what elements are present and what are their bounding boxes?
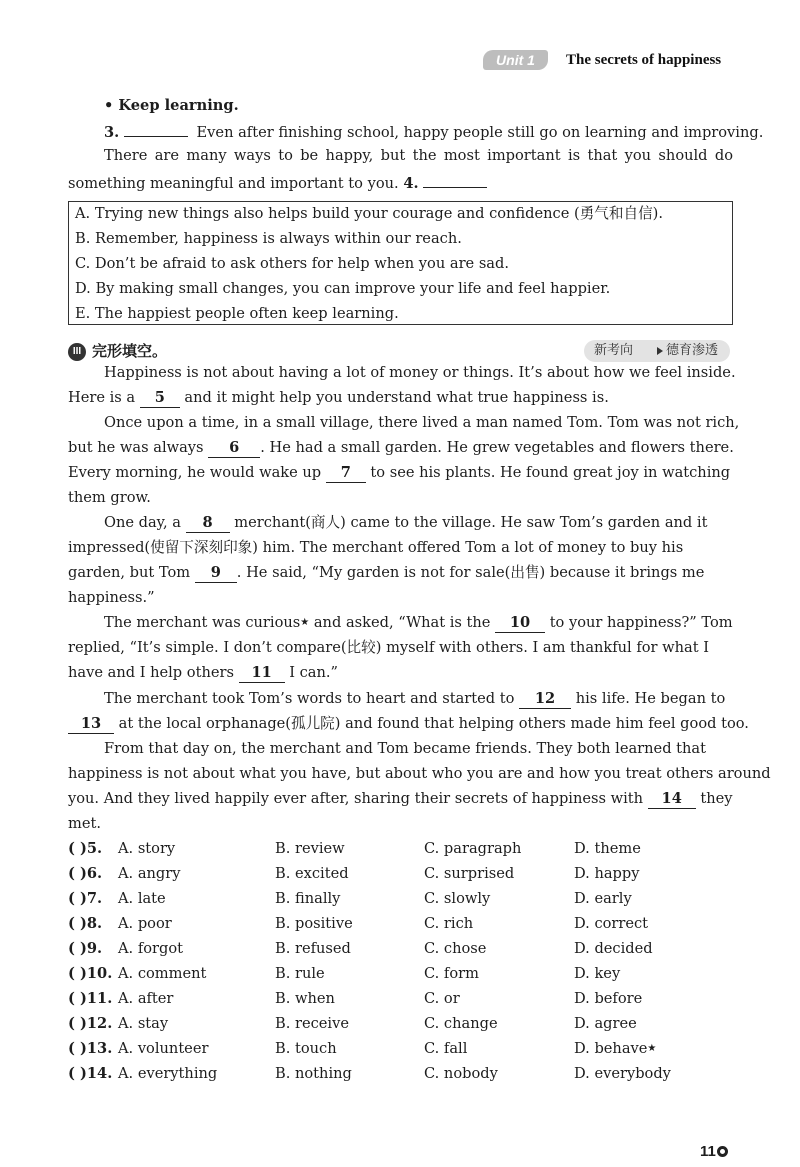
passage-line: happiness is not about what you have, but about who you are and how you treat others around [68,765,771,782]
passage-line [68,563,704,583]
question-number[interactable]: ( )11. [68,990,113,1007]
passage-text: you. And they lived happily ever after, sharing their secrets of happiness with [68,790,644,807]
question-number[interactable]: ( )5. [68,840,103,857]
passage-line [104,613,733,633]
passage-text: to your happiness?” Tom [549,614,733,631]
passage-line: replied, “It’s simple. I don’t compare(比较) myself with others. I am thankful for what I [68,639,710,656]
choice-d-text: D. behave [574,1040,648,1057]
question-number[interactable]: ( )14. [68,1065,113,1082]
passage-text: . He had a small garden. He grew vegetables and flowers there. [260,439,734,456]
choice-c[interactable]: C. rich [424,915,474,932]
keep-learning-heading: • Keep learning. [104,97,239,114]
q3-text: Even after finishing school, happy people still go on learning and improving. [196,124,764,141]
question-number[interactable]: ( )7. [68,890,103,907]
question-number[interactable]: ( )9. [68,940,103,957]
choice-d[interactable]: D. key [574,965,621,982]
q3-number: 3. [104,124,120,141]
choice-c[interactable]: C. change [424,1015,498,1032]
option-d: D. By making small changes, you can improve your life and feel happier. [75,280,611,297]
passage-text: Here is a [68,389,136,406]
blank-13[interactable]: 13 [68,715,114,734]
passage-text: . He said, “My garden is not for sale(出售) because it brings me [236,564,705,581]
question-number[interactable]: ( )12. [68,1015,113,1032]
choice-a[interactable]: A. comment [118,965,207,982]
passage-line [68,463,730,483]
passage-text: to see his plants. He found great joy in watching [370,464,731,481]
choice-d[interactable]: D. early [574,890,632,907]
question-number[interactable]: ( )6. [68,865,103,882]
option-e: E. The happiest people often keep learning. [75,305,399,322]
passage-line [104,689,725,709]
choice-b[interactable]: B. excited [275,865,349,882]
paragraph-line-2-text: something meaningful and important to you. [68,175,399,192]
unit-badge: Unit 1 [483,50,548,70]
choice-d[interactable]: D. before [574,990,643,1007]
passage-text: I can.” [289,664,339,681]
passage-line: Happiness is not about having a lot of money or things. It’s about how we feel inside. [104,364,736,381]
paragraph-line-1: There are many ways to be happy, but the most important is that you should do [104,147,733,164]
q4-number: 4. [403,175,419,192]
star-icon: ★ [647,1043,657,1054]
question-number[interactable]: ( )13. [68,1040,113,1057]
choice-d[interactable]: D. agree [574,1015,637,1032]
choice-c[interactable]: C. paragraph [424,840,522,857]
passage-text: The merchant was curious [104,614,301,631]
page-number [700,1143,728,1160]
choice-c[interactable]: C. form [424,965,479,982]
option-a: A. Trying new things also helps build your courage and confidence (勇气和自信). [75,205,663,222]
q3-answer-blank[interactable] [124,121,188,137]
choice-a[interactable]: A. poor [118,915,172,932]
choice-a[interactable]: A. after [118,990,174,1007]
choice-b[interactable]: B. rule [275,965,325,982]
passage-line: happiness.” [68,589,155,606]
new-exam-tag [584,340,730,362]
tag-arrow-icon [657,347,663,355]
question-number[interactable]: ( )10. [68,965,113,982]
blank-8[interactable]: 8 [186,514,230,533]
choice-d[interactable] [574,1039,656,1059]
passage-line [68,714,749,734]
paragraph-line-2 [68,172,487,194]
choice-b[interactable]: B. refused [275,940,351,957]
choice-c[interactable]: C. or [424,990,460,1007]
section-title: 完形填空。 [92,342,168,360]
passage-line: Once upon a time, in a small village, there lived a man named Tom. Tom was not rich, [104,414,740,431]
choice-b[interactable]: B. touch [275,1040,337,1057]
choice-b[interactable]: B. positive [275,915,353,932]
q4-answer-blank[interactable] [423,172,487,188]
choice-d[interactable]: D. decided [574,940,653,957]
passage-text: and asked, “What is the [313,614,491,631]
question-number[interactable]: ( )8. [68,915,103,932]
passage-text: One day, a [104,514,181,531]
choice-b[interactable]: B. nothing [275,1065,352,1082]
choice-a[interactable]: A. forgot [118,940,183,957]
passage-line: impressed(使留下深刻印象) him. The merchant offered Tom a lot of money to buy his [68,539,684,556]
passage-line [68,663,338,683]
choice-c[interactable]: C. nobody [424,1065,498,1082]
blank-7[interactable]: 7 [326,464,366,483]
blank-6[interactable]: 6 [208,439,260,458]
choice-a[interactable]: A. volunteer [118,1040,209,1057]
choice-b[interactable]: B. review [275,840,345,857]
choice-c[interactable]: C. chose [424,940,487,957]
q3-line [104,121,763,143]
passage-text: Every morning, he would wake up [68,464,322,481]
star-icon: ★ [300,617,310,628]
passage-line: From that day on, the merchant and Tom became friends. They both learned that [104,740,706,757]
choice-b[interactable]: B. receive [275,1015,349,1032]
choice-d[interactable]: D. correct [574,915,649,932]
passage-line [104,513,707,533]
section-number-icon: III [68,343,86,361]
blank-12[interactable]: 12 [519,690,571,709]
passage-text: but he was always [68,439,204,456]
passage-line: met. [68,815,101,832]
passage-line: them grow. [68,489,151,506]
choice-d[interactable]: D. everybody [574,1065,671,1082]
choice-b[interactable]: B. when [275,990,335,1007]
passage-text: his life. He began to [575,690,726,707]
blank-14[interactable]: 14 [648,790,696,809]
choice-a[interactable]: A. story [118,840,176,857]
choice-a[interactable]: A. stay [118,1015,169,1032]
passage-text: merchant(商人) came to the village. He saw Tom’s garden and it [234,514,708,531]
page-number-text: 11 [700,1143,716,1160]
unit-title: The secrets of happiness [566,52,722,68]
passage-text: and it might help you understand what true happiness is. [184,389,609,406]
blank-11[interactable]: 11 [239,664,285,683]
option-b: B. Remember, happiness is always within our reach. [75,230,462,247]
choice-d[interactable]: D. happy [574,865,640,882]
passage-line [68,438,734,458]
option-c: C. Don’t be afraid to ask others for help when you are sad. [75,255,509,272]
blank-5[interactable]: 5 [140,389,180,408]
choice-a[interactable]: A. everything [118,1065,218,1082]
passage-text: garden, but Tom [68,564,191,581]
passage-text: have and I help others [68,664,234,681]
passage-text: they [700,790,733,807]
choice-a[interactable]: A. angry [118,865,181,882]
blank-9[interactable]: 9 [195,564,237,583]
tag-right-label: 德育渗透 [666,343,719,358]
passage-line [68,789,733,809]
passage-text: at the local orphanage(孤儿院) and found that helping others made him feel good too. [118,715,749,732]
choice-c[interactable]: C. surprised [424,865,515,882]
choice-a[interactable]: A. late [118,890,166,907]
choice-d[interactable]: D. theme [574,840,641,857]
tag-left-label: 新考向 [594,343,634,358]
passage-line [68,388,609,408]
blank-10[interactable]: 10 [495,614,545,633]
choice-c[interactable]: C. fall [424,1040,468,1057]
passage-text: The merchant took Tom’s words to heart and started to [104,690,515,707]
choice-b[interactable]: B. finally [275,890,341,907]
choice-c[interactable]: C. slowly [424,890,491,907]
page-gear-icon [717,1146,728,1157]
